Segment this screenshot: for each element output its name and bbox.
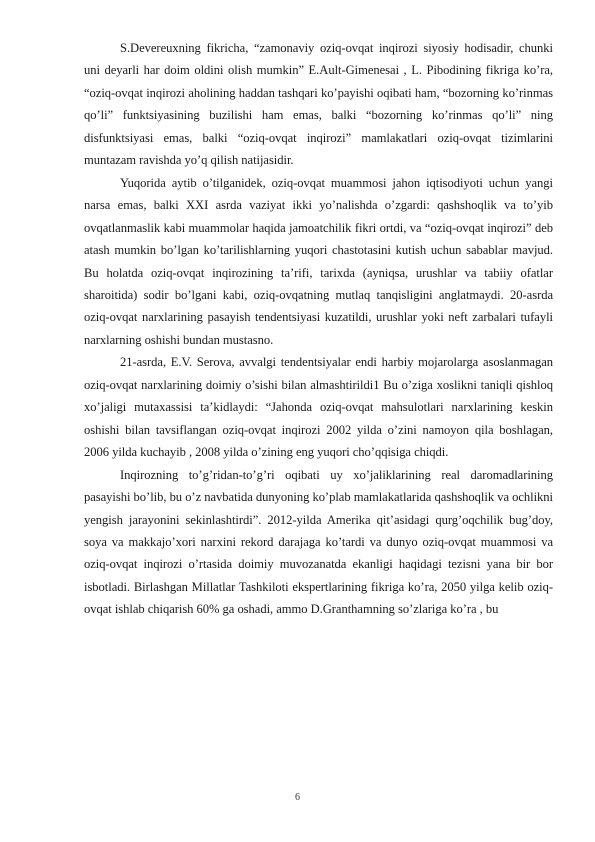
paragraph-1: S.Devereuxning fikricha, “zamonaviy oziq-ovqat inqirozi siyosiy hodisadir, chunki uni deyarli har doim oldini olish mumkin” E.Ault-Gimenesai , L. Pibodining fikriga ko’ra, “oziq-ovqat inqirozi aholining haddan tashqari ko’payishi oqibati ham, “bozorning ko’rinmas qo’li” funktsiyasining buzilishi ham emas, balki “bozorning ko’rinmas qo’li” ning disfunktsiyasi emas, balki “oziq-ovqat inqirozi” mamlakatlari oziq-ovqat tizimlarini muntazam ravishda yo’q qilish natijasidir. [84,41,553,168]
page-number: 6 [295,792,300,803]
paragraph-4: Inqirozning to’g’ridan-to’g’ri oqibati uy xo’jaliklarining real daromadlarining pasayishi bo’lib, bu o’z navbatida dunyoning ko’plab mamlakatlarida qashshoqlik va ochlikni yengish jarayonini sekinlashtirdi”. 2012-yilda Amerika qit’asidagi qurg’oqchilik bug’doy, soya va makkajo’xori narxini rekord darajaga ko’tardi va dunyo oziq-ovqat muammosi va oziq-ovqat inqirozi o’rtasida doimiy muvozanatda ekanligi haqidagi tezisni yana bir bor isbotladi. Birlashgan Millatlar Tashkiloti ekspertlarining fikriga ko’ra, 2050 yilga kelib oziq-ovqat ishlab chiqarish 60% ga oshadi, ammo D.Granthamning so’zlariga ko’ra , bu [84,467,553,617]
body-text [84,37,553,621]
paragraph-2: Yuqorida aytib o’tilganidek, oziq-ovqat muammosi jahon iqtisodiyoti uchun yangi narsa emas, balki XXI asrda vaziyat ikki yo’nalishda o’zgardi: qashshoqlik va to’yib ovqatlanmaslik kabi muammolar haqida jamoatchilik fikri ortdi, va “oziq-ovqat inqirozi” deb atash mumkin bo’lgan ko’tarilishlarning yuqori chastotasini kutish uchun sabablar mavjud. Bu holatda oziq-ovqat inqirozining ta’rifi, tarixda (ayniqsa, urushlar va tabiiy ofatlar sharoitida) sodir bo’lgani kabi, oziq-ovqatning mutlaq tanqisligini anglatmaydi. 20-asrda oziq-ovqat narxlarining pasayish tendentsiyasi kuzatildi, urushlar yoki neft zarbalari tufayli narxlarning oshishi bundan mustasno. [84,175,553,347]
paragraph-3: 21-asrda, E.V. Serova, avvalgi tendentsiyalar endi harbiy mojarolarga asoslanmagan oziq-ovqat narxlarining doimiy o’sishi bilan almashtirildi1 Bu o’ziga xoslikni taniqli qishloq xo’jaligi mutaxassisi ta’kidlaydi: “Jahonda oziq-ovqat mahsulotlari narxlarining keskin oshishi bilan tavsiflangan oziq-ovqat inqirozi 2002 yilda o’zini namoyon qila boshlagan, 2006 yilda kuchayib , 2008 yilda o’zining eng yuqori cho’qqisiga chiqdi. [84,355,553,460]
